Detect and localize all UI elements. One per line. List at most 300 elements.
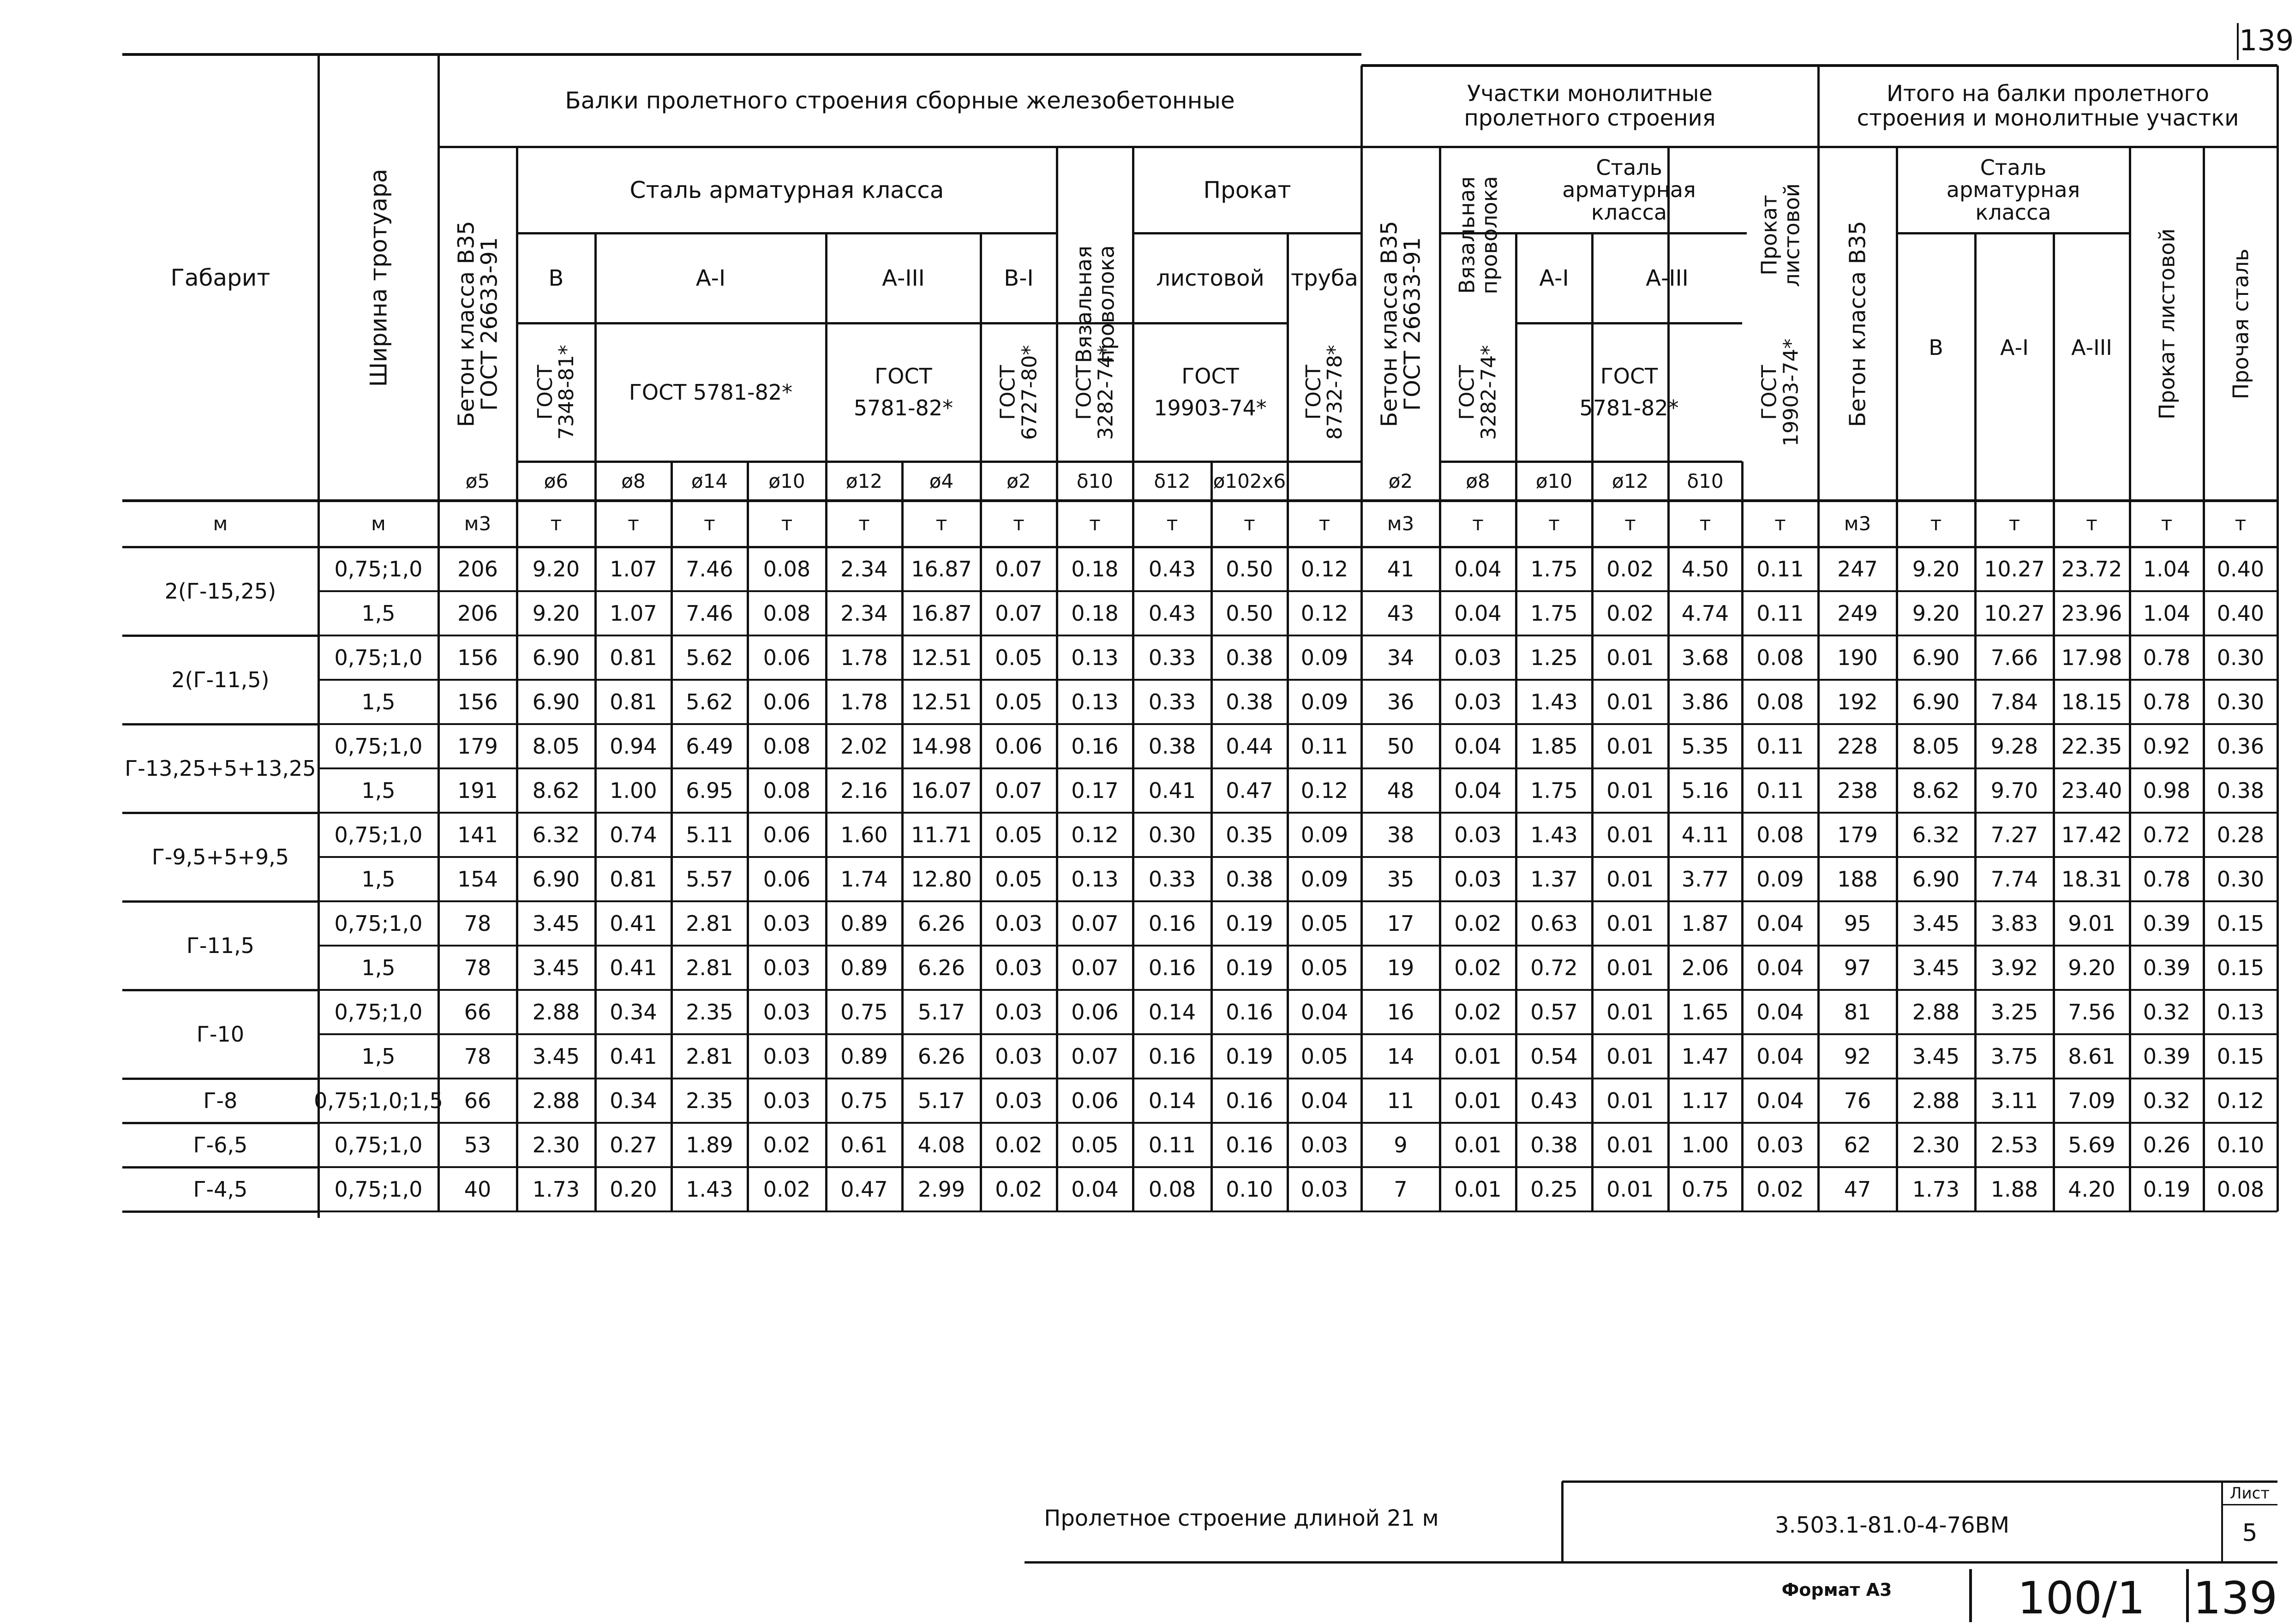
table-cell: [2054, 635, 2130, 680]
table-cell-text: 0.12: [1300, 557, 1348, 581]
table-cell: [1742, 768, 1818, 813]
group-total-heading-line: строения и монолитные участки: [1857, 105, 2239, 131]
table-cell: [1668, 946, 1742, 990]
table-cell-text: 7.09: [2068, 1088, 2115, 1113]
group-monolithic-heading: [1361, 66, 1818, 147]
gost-8732-line: ГОСТ: [1301, 365, 1325, 420]
table-cell: [1897, 547, 1975, 591]
table-cell: [1211, 1079, 1288, 1123]
table-cell: [748, 724, 826, 768]
table-cell-text: 3.45: [1912, 955, 1960, 980]
table-cell: [1742, 1123, 1818, 1167]
table-cell-text: 0.43: [1530, 1088, 1578, 1113]
table-cell-text: 0.41: [610, 1044, 657, 1069]
table-cell: [1668, 724, 1742, 768]
table-cell: [2204, 1034, 2277, 1079]
table-cell: [902, 547, 981, 591]
size-cell: [517, 461, 595, 501]
table-cell-text: 0.05: [1300, 911, 1348, 936]
table-cell: [1818, 1167, 1897, 1211]
table-cell: [1133, 1034, 1211, 1079]
table-cell: [748, 857, 826, 901]
table-cell-text: 95: [1844, 911, 1871, 936]
table-cell-text: 0.07: [995, 778, 1043, 803]
table-cell-text: 0.08: [2217, 1177, 2265, 1202]
table-cell-text: 1.75: [1530, 557, 1578, 581]
table-cell: [595, 680, 671, 724]
table-cell-text: 0.02: [763, 1177, 811, 1202]
total-class-b: [1897, 233, 1975, 461]
table-cell: [517, 768, 595, 813]
size-cell: [1361, 461, 1440, 501]
table-cell-text: 4.50: [1681, 557, 1729, 581]
table-cell: [1975, 857, 2054, 901]
gost-19903-line: ГОСТ: [1181, 364, 1239, 389]
table-cell-text: 0.03: [995, 1000, 1043, 1025]
unit-cell: [2054, 501, 2130, 547]
table-cell-text: 0.33: [1148, 689, 1196, 714]
table-cell-text: 8.62: [1912, 778, 1960, 803]
table-cell: [1897, 1034, 1975, 1079]
table-cell: [1440, 591, 1516, 635]
table-cell-text: 9.01: [2068, 911, 2115, 936]
table-cell: [1897, 1079, 1975, 1123]
size-cell-text: ø10: [768, 469, 805, 492]
table-cell-text: 34: [1387, 645, 1414, 670]
mono-knit-wire-heading: [1440, 147, 1516, 323]
table-cell-text: 0.50: [1226, 557, 1273, 581]
table-cell: [1057, 813, 1133, 857]
total-concrete-heading: [1818, 147, 1897, 501]
archive-page-text: 139: [2193, 1576, 2278, 1622]
table-cell: [671, 990, 748, 1034]
size-cell: [1440, 461, 1516, 501]
table-cell: [595, 724, 671, 768]
table-cell-text: 9.20: [2068, 955, 2115, 980]
table-cell-text: 18.31: [2061, 867, 2122, 892]
mono-steel-class-heading-line: Сталь: [1596, 155, 1662, 180]
table-cell: [1361, 635, 1440, 680]
gabarit-label: [122, 813, 318, 901]
table-cell-text: 3.45: [532, 911, 580, 936]
size-cell: [595, 461, 671, 501]
table-cell: [1440, 1167, 1516, 1211]
table-cell-text: 5.35: [1681, 734, 1729, 759]
table-cell: [318, 1123, 438, 1167]
table-cell: [902, 1167, 981, 1211]
table-cell: [902, 1079, 981, 1123]
table-cell-text: 3.25: [1990, 1000, 2038, 1025]
table-cell: [1975, 946, 2054, 990]
table-cell: [1975, 1034, 2054, 1079]
table-cell-text: 7.74: [1990, 867, 2038, 892]
table-cell: [748, 1034, 826, 1079]
mono-class-a3: [1592, 233, 1742, 323]
table-cell: [1668, 1079, 1742, 1123]
table-cell: [1742, 1167, 1818, 1211]
table-cell-text: 0.01: [1606, 955, 1654, 980]
table-cell-text: 0.32: [2143, 1088, 2191, 1113]
table-cell-text: 0.81: [610, 689, 657, 714]
table-cell-text: 9.70: [1990, 778, 2038, 803]
gost-3282-line: 3282-74*: [1093, 345, 1117, 440]
table-cell-text: 2.34: [840, 557, 888, 581]
table-cell: [517, 946, 595, 990]
table-cell: [902, 946, 981, 990]
table-cell-text: 0.54: [1530, 1044, 1578, 1069]
table-cell-text: 9: [1394, 1133, 1408, 1157]
table-cell-text: 0.02: [1756, 1177, 1804, 1202]
table-cell-text: 0.03: [1454, 689, 1502, 714]
table-cell: [826, 901, 902, 946]
table-cell-text: 0.61: [840, 1133, 888, 1157]
table-cell-text: 1,5: [361, 778, 395, 803]
table-cell: [2204, 591, 2277, 635]
size-cell-text: ø4: [929, 469, 954, 492]
table-cell: [1897, 591, 1975, 635]
table-cell-text: 53: [464, 1133, 491, 1157]
table-cell: [1592, 946, 1668, 990]
table-cell-text: 0.30: [2217, 645, 2265, 670]
table-cell: [1211, 990, 1288, 1034]
table-cell-text: 0.03: [1300, 1133, 1348, 1157]
table-cell: [1133, 680, 1211, 724]
table-cell: [1592, 1079, 1668, 1123]
table-rule-v: [2186, 1569, 2189, 1622]
table-cell: [318, 724, 438, 768]
table-cell: [1288, 724, 1361, 768]
table-cell-text: 3.11: [1990, 1088, 2038, 1113]
table-cell-text: 0.03: [1300, 1177, 1348, 1202]
sheet-number: [2222, 1505, 2277, 1561]
table-cell-text: 0,75;1,0: [334, 1133, 423, 1157]
gost-6727: [981, 323, 1057, 461]
gost-19903-line: 19903-74*: [1154, 396, 1267, 420]
table-cell-text: 0.19: [2143, 1177, 2191, 1202]
class-b: [517, 233, 595, 323]
table-cell: [1897, 1123, 1975, 1167]
table-cell: [826, 768, 902, 813]
table-cell: [1288, 591, 1361, 635]
gost-7348: [517, 323, 595, 461]
unit-cell-text: т: [1548, 512, 1560, 535]
gost-3282-line: ГОСТ: [1072, 365, 1096, 420]
table-cell: [826, 547, 902, 591]
table-cell: [2054, 724, 2130, 768]
table-cell-text: 0.04: [1756, 1044, 1804, 1069]
table-cell: [1440, 768, 1516, 813]
table-cell-text: 0.03: [763, 1000, 811, 1025]
unit-cell-text: т: [935, 512, 947, 535]
table-cell-text: 6.26: [917, 911, 965, 936]
table-cell: [671, 813, 748, 857]
table-cell-text: 41: [1387, 557, 1414, 581]
gabarit-label: [122, 1167, 318, 1211]
table-cell: [438, 946, 517, 990]
table-cell: [748, 635, 826, 680]
table-cell: [595, 768, 671, 813]
table-cell-text: 5.57: [686, 867, 733, 892]
table-cell-text: 190: [1837, 645, 1878, 670]
table-cell: [318, 1034, 438, 1079]
table-cell-text: 76: [1844, 1088, 1871, 1113]
table-cell: [1057, 1167, 1133, 1211]
table-cell-text: 11.71: [911, 822, 972, 847]
table-cell-text: 1,5: [361, 601, 395, 626]
table-cell: [1440, 680, 1516, 724]
table-cell-text: 5.17: [917, 1000, 965, 1025]
table-cell-text: 0.26: [2143, 1133, 2191, 1157]
table-cell-text: 7.56: [2068, 1000, 2115, 1025]
table-cell: [1288, 901, 1361, 946]
table-cell: [826, 591, 902, 635]
table-cell-text: 2.53: [1990, 1133, 2038, 1157]
unit-cell: [1288, 501, 1361, 547]
table-cell: [517, 1167, 595, 1211]
table-cell-text: 2.88: [532, 1088, 580, 1113]
table-cell: [1975, 1079, 2054, 1123]
table-cell: [1668, 990, 1742, 1034]
table-cell-text: 2.16: [840, 778, 888, 803]
sheet-number-text: 5: [2242, 1519, 2258, 1547]
size-cell-text: ø5: [465, 469, 490, 492]
table-cell-text: 16.87: [911, 601, 972, 626]
unit-cell: [1897, 501, 1975, 547]
total-other-heading: [2204, 147, 2277, 501]
table-cell: [2054, 768, 2130, 813]
table-cell: [1818, 768, 1897, 813]
table-cell-text: 0.01: [1606, 867, 1654, 892]
table-cell-text: 0.08: [763, 557, 811, 581]
table-cell: [1057, 1034, 1133, 1079]
table-cell: [981, 591, 1057, 635]
table-cell-text: 1.04: [2143, 601, 2191, 626]
table-cell-text: 11: [1387, 1088, 1414, 1113]
knit-wire-heading-line: проволока: [1093, 245, 1119, 364]
table-cell: [1818, 990, 1897, 1034]
table-cell-text: 238: [1837, 778, 1878, 803]
table-cell: [1211, 635, 1288, 680]
gost-8732-line: 8732-78*: [1323, 345, 1347, 440]
total-steel-class-heading-line: класса: [1975, 199, 2051, 225]
group-precast-heading: [438, 54, 1361, 147]
table-cell-text: 23.96: [2061, 601, 2122, 626]
table-cell: [1592, 680, 1668, 724]
knit-wire-heading-line: Вязальная: [1071, 245, 1097, 363]
table-cell-text: 0,75;1,0: [334, 911, 423, 936]
total-class-a1: [1975, 233, 2054, 461]
table-cell-text: 0.12: [1300, 778, 1348, 803]
table-cell-text: 4.08: [917, 1133, 965, 1157]
table-cell-text: 0.40: [2217, 601, 2265, 626]
table-cell: [1057, 857, 1133, 901]
table-cell: [1516, 1123, 1592, 1167]
table-cell: [2204, 990, 2277, 1034]
table-cell: [671, 1167, 748, 1211]
table-cell: [1211, 591, 1288, 635]
table-cell-text: 17.42: [2061, 822, 2122, 847]
table-cell-text: 78: [464, 911, 491, 936]
unit-cell-text: т: [1774, 512, 1786, 535]
table-cell: [2130, 635, 2204, 680]
total-steel-class-heading-line: Сталь: [1980, 155, 2047, 180]
size-cell: [1057, 461, 1133, 501]
table-cell-text: 0.41: [1148, 778, 1196, 803]
size-cell: [1516, 461, 1592, 501]
table-cell-text: 1.88: [1990, 1177, 2038, 1202]
table-cell-text: 0.89: [840, 1044, 888, 1069]
rolled-heading: [1133, 147, 1361, 233]
table-cell: [1133, 1167, 1211, 1211]
table-cell-text: 0.12: [1300, 601, 1348, 626]
table-cell: [1818, 813, 1897, 857]
table-cell: [595, 547, 671, 591]
gabarit-label: [122, 901, 318, 990]
table-cell-text: 0.11: [1148, 1133, 1196, 1157]
table-cell-text: 0.25: [1530, 1177, 1578, 1202]
table-cell-text: 0.08: [763, 601, 811, 626]
unit-cell-text: т: [1699, 512, 1711, 535]
size-cell-text: ø10: [1535, 469, 1573, 492]
table-cell-text: 1.75: [1530, 601, 1578, 626]
table-cell: [981, 768, 1057, 813]
table-cell-text: 92: [1844, 1044, 1871, 1069]
table-cell: [1361, 680, 1440, 724]
table-cell: [2130, 946, 2204, 990]
table-cell: [1592, 1167, 1668, 1211]
table-cell-text: 66: [464, 1088, 491, 1113]
table-cell-text: 9.28: [1990, 734, 2038, 759]
table-cell: [1668, 901, 1742, 946]
table-cell: [671, 768, 748, 813]
size-cell-text: ø2: [1388, 469, 1413, 492]
table-cell-text: 6.32: [532, 822, 580, 847]
sheet-title: [923, 1495, 1560, 1541]
table-cell-text: 5.62: [686, 645, 733, 670]
table-cell: [1592, 990, 1668, 1034]
table-cell-text: 3.92: [1990, 955, 2038, 980]
table-cell: [981, 857, 1057, 901]
table-cell-text: 0.09: [1300, 645, 1348, 670]
table-cell: [1440, 946, 1516, 990]
table-cell-text: 0.01: [1606, 911, 1654, 936]
total-other-heading-text: Прочая сталь: [2228, 248, 2253, 399]
table-cell-text: 0.18: [1071, 557, 1119, 581]
table-cell-text: 0.78: [2143, 645, 2191, 670]
table-cell-text: 228: [1837, 734, 1878, 759]
table-cell: [438, 857, 517, 901]
size-cell: [1133, 461, 1211, 501]
table-cell-text: 3.75: [1990, 1044, 2038, 1069]
unit-cell: [122, 501, 318, 547]
table-cell-text: 0.08: [1756, 645, 1804, 670]
mono-gost-5781: [1516, 323, 1742, 461]
table-cell-text: 0.02: [1606, 557, 1654, 581]
table-cell-text: 191: [457, 778, 498, 803]
table-cell-text: 0.02: [995, 1177, 1043, 1202]
table-cell: [438, 1123, 517, 1167]
unit-cell: [2130, 501, 2204, 547]
table-cell: [1897, 680, 1975, 724]
table-cell-text: 1.78: [840, 689, 888, 714]
table-cell: [1516, 813, 1592, 857]
unit-cell-text: т: [1013, 512, 1025, 535]
total-class-a1-text: А-I: [2000, 335, 2029, 360]
unit-cell: [1361, 501, 1440, 547]
table-cell: [1211, 901, 1288, 946]
table-cell: [1361, 1079, 1440, 1123]
table-cell: [1211, 680, 1288, 724]
table-cell: [517, 901, 595, 946]
table-cell: [748, 768, 826, 813]
table-cell: [1516, 857, 1592, 901]
gost-6727-line: 6727-80*: [1017, 345, 1041, 440]
table-cell-text: 0.39: [2143, 1044, 2191, 1069]
table-cell: [1361, 857, 1440, 901]
mono-gost-3282-line: 3282-74*: [1476, 345, 1500, 440]
class-b1-text: В-I: [1004, 265, 1034, 291]
table-cell: [671, 857, 748, 901]
table-cell: [318, 591, 438, 635]
table-cell-text: 81: [1844, 1000, 1871, 1025]
unit-cell-text: м: [213, 512, 228, 535]
table-cell-text: 0.07: [1071, 955, 1119, 980]
table-cell: [595, 1123, 671, 1167]
table-cell-text: 9.20: [532, 601, 580, 626]
table-cell-text: 16.07: [911, 778, 972, 803]
table-cell: [2130, 857, 2204, 901]
table-cell-text: 0.06: [1071, 1000, 1119, 1025]
table-cell-text: 16.87: [911, 557, 972, 581]
table-cell: [1668, 680, 1742, 724]
unit-cell: [1975, 501, 2054, 547]
table-cell-text: 0.47: [1226, 778, 1273, 803]
gost-7348-line: 7348-81*: [555, 345, 578, 440]
table-cell: [438, 1167, 517, 1211]
table-cell: [1592, 635, 1668, 680]
unit-cell-text: т: [2086, 512, 2097, 535]
table-cell: [1057, 946, 1133, 990]
table-cell: [517, 857, 595, 901]
table-cell: [1742, 990, 1818, 1034]
table-cell-text: 0.44: [1226, 734, 1273, 759]
table-cell-text: 6.49: [686, 734, 733, 759]
gabarit-label-text: Г-4,5: [193, 1177, 248, 1202]
gost-5781-a1-text: ГОСТ 5781-82*: [629, 380, 793, 405]
table-cell-text: 78: [464, 1044, 491, 1069]
table-cell: [517, 813, 595, 857]
table-cell: [1133, 724, 1211, 768]
table-cell-text: 0.39: [2143, 911, 2191, 936]
sheet-label-text: Лист: [2229, 1484, 2270, 1503]
table-cell-text: 1,5: [361, 955, 395, 980]
table-cell: [671, 547, 748, 591]
table-cell-text: 188: [1837, 867, 1878, 892]
table-cell-text: 2.35: [686, 1000, 733, 1025]
gabarit-label: [122, 1123, 318, 1167]
table-cell-text: 0.33: [1148, 867, 1196, 892]
table-cell-text: 0.08: [763, 778, 811, 803]
unit-cell: [1211, 501, 1288, 547]
table-cell: [1742, 1034, 1818, 1079]
table-cell-text: 7.66: [1990, 645, 2038, 670]
gost-6727-line: ГОСТ: [996, 365, 1020, 420]
table-cell-text: 6.90: [1912, 689, 1960, 714]
table-cell: [826, 1123, 902, 1167]
table-cell: [671, 680, 748, 724]
table-cell-text: 2.81: [686, 911, 733, 936]
table-cell-text: 0.05: [1300, 1044, 1348, 1069]
